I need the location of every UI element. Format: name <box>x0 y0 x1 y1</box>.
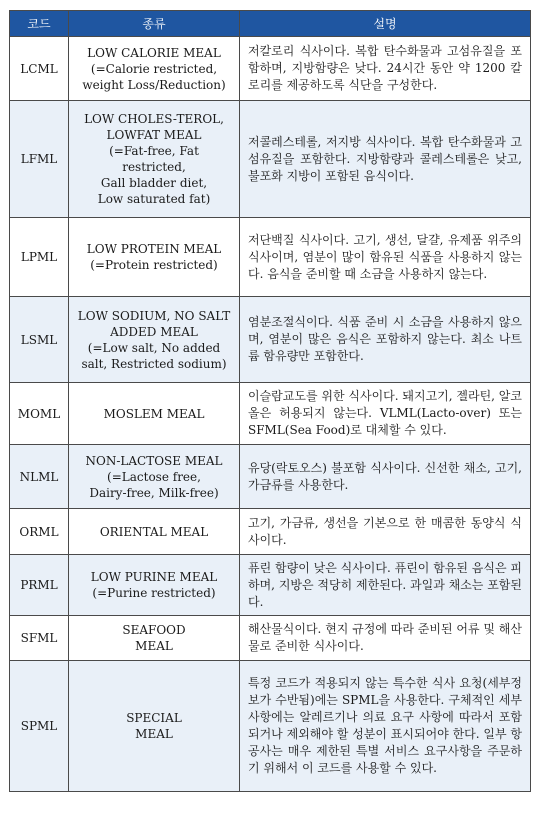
meal-code: MOML <box>10 383 69 445</box>
meal-description: 특정 코드가 적용되지 않는 특수한 식사 요청(세부정보가 수반됨)에는 SPML을 사용한다. 구체적인 세부 사항에는 알레르기나 의료 요구 사항에 따라서 포함되거나 제외해야 할 성분이 표시되어야 한다. 일부 항공사는 매우 제한된 특별 서비스 요구사항을 주문하기 위해서 이 코드를 사용할 수 있다. <box>240 661 531 792</box>
table-row <box>10 445 531 509</box>
table-row <box>10 509 531 555</box>
meal-code: LSML <box>10 297 69 383</box>
special-meal-codes-table <box>9 10 531 792</box>
meal-description: 염분조절식이다. 식품 준비 시 소금을 사용하지 않으며, 염분이 많은 음식은 포함하지 않는다. 최소 나트륨 함유량만 포함한다. <box>240 297 531 383</box>
table-row <box>10 661 531 792</box>
table-row <box>10 555 531 616</box>
meal-type: NON-LACTOSE MEAL (=Lactose free, Dairy-free, Milk-free) <box>69 445 240 509</box>
table-row <box>10 218 531 297</box>
meal-type: LOW PURINE MEAL (=Purine restricted) <box>69 555 240 616</box>
meal-description: 저콜레스테롤, 저지방 식사이다. 복합 탄수화물과 고섬유질을 포함한다. 지방함량과 콜레스테롤은 낮고, 불포화 지방이 포함된 음식이다. <box>240 101 531 218</box>
header-description: 설명 <box>240 11 531 37</box>
table-row <box>10 383 531 445</box>
table-header-row <box>10 11 531 37</box>
meal-description: 이슬람교도를 위한 식사이다. 돼지고기, 젤라틴, 알코올은 허용되지 않는다. VLML(Lacto-over) 또는 SFML(Sea Food)로 대체할 수 있다. <box>240 383 531 445</box>
meal-description: 저단백질 식사이다. 고기, 생선, 달걀, 유제품 위주의 식사이며, 염분이 많이 함유된 식품을 사용하지 않는다. 음식을 준비할 때 소금을 사용하지 않는다. <box>240 218 531 297</box>
meal-type: MOSLEM MEAL <box>69 383 240 445</box>
meal-description: 퓨린 함량이 낮은 식사이다. 퓨린이 함유된 음식은 피하며, 지방은 적당히 제한된다. 과일과 채소는 포함된다. <box>240 555 531 616</box>
table-row <box>10 101 531 218</box>
meal-type: LOW SODIUM, NO SALT ADDED MEAL (=Low salt, No added salt, Restricted sodium) <box>69 297 240 383</box>
meal-code: ORML <box>10 509 69 555</box>
meal-code: LCML <box>10 37 69 101</box>
meal-description: 해산물식이다. 현지 규정에 따라 준비된 어류 및 해산물로 준비한 식사이다. <box>240 616 531 661</box>
meal-code: NLML <box>10 445 69 509</box>
meal-code: SPML <box>10 661 69 792</box>
table-row <box>10 37 531 101</box>
header-type: 종류 <box>69 11 240 37</box>
meal-description: 고기, 가금류, 생선을 기본으로 한 매콤한 동양식 식사이다. <box>240 509 531 555</box>
table-row <box>10 616 531 661</box>
meal-description: 저칼로리 식사이다. 복합 탄수화물과 고섬유질을 포함하며, 지방함량은 낮다. 24시간 동안 약 1200 칼로리를 제공하도록 식단을 구성한다. <box>240 37 531 101</box>
meal-type: ORIENTAL MEAL <box>69 509 240 555</box>
meal-code: LPML <box>10 218 69 297</box>
meal-description: 유당(락토오스) 불포함 식사이다. 신선한 채소, 고기, 가금류를 사용한다. <box>240 445 531 509</box>
special-meal-table-container <box>9 10 530 792</box>
meal-code: SFML <box>10 616 69 661</box>
meal-code: PRML <box>10 555 69 616</box>
meal-type: SEAFOOD MEAL <box>69 616 240 661</box>
meal-code: LFML <box>10 101 69 218</box>
table-row <box>10 297 531 383</box>
meal-type: SPECIAL MEAL <box>69 661 240 792</box>
meal-type: LOW CHOLES-TEROL, LOWFAT MEAL (=Fat-free, Fat restricted, Gall bladder diet, Low saturated fat) <box>69 101 240 218</box>
meal-type: LOW PROTEIN MEAL (=Protein restricted) <box>69 218 240 297</box>
meal-type: LOW CALORIE MEAL (=Calorie restricted, weight Loss/Reduction) <box>69 37 240 101</box>
header-code: 코드 <box>10 11 69 37</box>
